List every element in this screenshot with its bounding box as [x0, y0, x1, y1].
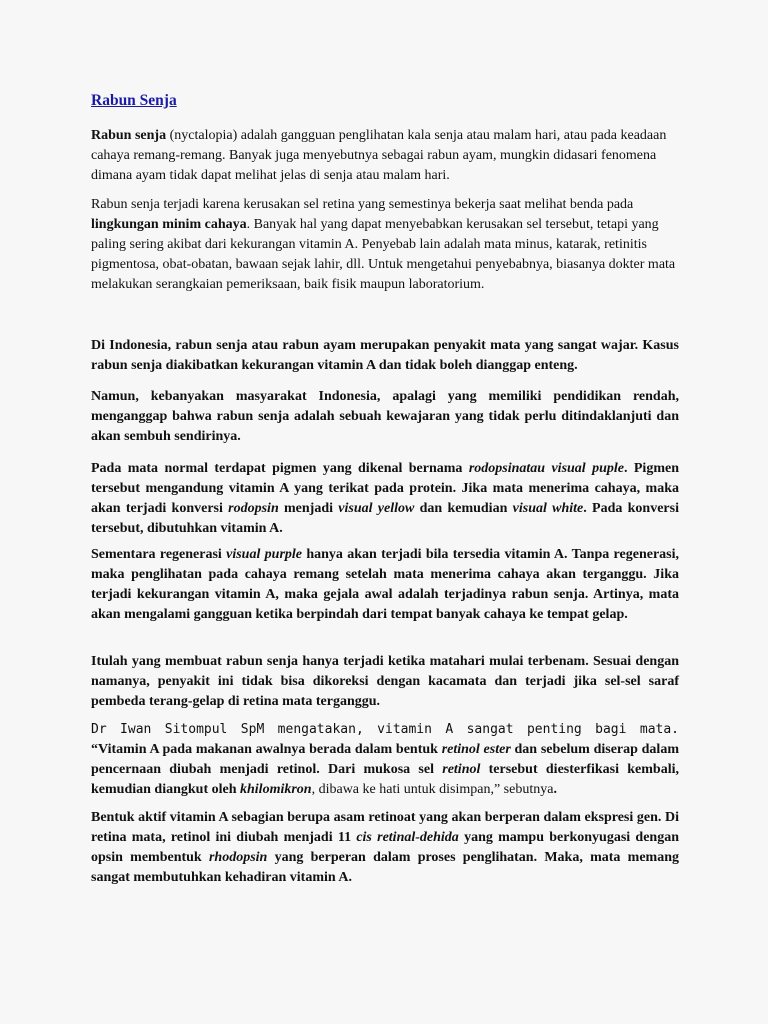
paragraph-text: Dr Iwan Sitompul SpM mengatakan, vitamin A sangat penting bagi mata.	[91, 722, 679, 737]
italic-term: visual yellow	[338, 501, 415, 516]
italic-term: rhodopsin	[208, 850, 268, 865]
paragraph-text: (nyctalopia) adalah gangguan penglihatan kala senja atau malam hari, atau pada keadaan cahaya remang-remang. Banyak juga menyebutnya sebagai rabun ayam, mungkin didasari fenomena dimana ayam tidak dapat melihat jelas di senja atau malam hari.	[91, 128, 667, 183]
italic-term: rodopsinatau visual puple	[468, 461, 624, 476]
emphasis-bold: lingkungan minim cahaya	[91, 217, 247, 232]
paragraph-active-form	[91, 808, 679, 888]
italic-term: rodopsin	[228, 501, 279, 516]
paragraph-text: hanya akan terjadi bila tersedia vitamin A. Tanpa regenerasi, maka penglihatan pada cahaya remang setelah mata menerima cahaya akan terganggu. Jika terjadi kekurangan vitamin A, maka gejala awal adalah terjadinya rabun senja. Artinya, mata akan mengalami gangguan ketika berpindah dari tempat banyak cahaya ke tempat gelap.	[91, 547, 679, 622]
italic-term: retinol	[442, 762, 481, 777]
paragraph-text: Sementara regenerasi	[91, 547, 227, 562]
paragraph-text: Pada mata normal terdapat pigmen yang dikenal bernama	[91, 461, 469, 476]
paragraph-text: . Banyak hal yang dapat menyebabkan kerusakan sel tersebut, tetapi yang paling sering akibat dari kekurangan vitamin A. Penyebab lain adalah mata minus, katarak, retinitis pigmentosa, obat-obatan, bawaan sejak lahir, dll. Untuk mengetahui penyebabnya, biasanya dokter mata melakukan serangkaian pemeriksaan, baik fisik maupun laboratorium.	[91, 217, 676, 292]
paragraph-sunset: Itulah yang membuat rabun senja hanya terjadi ketika matahari mulai terbenam. Sesuai dengan namanya, penyakit ini tidak bisa dikoreksi dengan kacamata dan terjadi jika sel-sel saraf pembeda terang-gelap di retina mata terganggu.	[91, 654, 679, 709]
paragraph-doctor-quote	[91, 720, 679, 800]
paragraph-text: dan kemudian	[414, 501, 513, 516]
paragraph-causes	[91, 195, 679, 295]
paragraph-text: Rabun senja terjadi karena kerusakan sel retina yang semestinya bekerja saat melihat benda pada	[91, 197, 634, 212]
paragraph-pigment	[91, 459, 679, 539]
paragraph-regeneration	[91, 545, 679, 625]
paragraph-text: yang berperan dalam proses penglihatan. Maka, mata memang sangat membutuhkan kehadiran vitamin A.	[91, 850, 679, 885]
paragraph-text: yang mampu berkonyugasi dengan opsin membentuk	[91, 830, 679, 865]
italic-term: retinol ester	[441, 742, 511, 757]
paragraph-text: , dibawa ke hati untuk disimpan,” sebutnya	[311, 782, 554, 797]
term-bold: Rabun senja	[91, 128, 167, 143]
italic-term: cis retinal-dehida	[356, 830, 459, 845]
paragraph-text: menjadi	[278, 501, 339, 516]
paragraph-definition	[91, 126, 679, 186]
paragraph-text: . Pigmen tersebut mengandung vitamin A yang terikat pada protein. Jika mata menerima cahaya, maka akan terjadi konversi	[91, 461, 679, 516]
paragraph-text: Bentuk aktif vitamin A sebagian berupa asam retinoat yang akan berperan dalam ekspresi gen. Di retina mata, retinol ini diubah menjadi 11	[91, 810, 679, 845]
italic-term: visual purple	[226, 547, 303, 562]
italic-term: khilomikron	[240, 782, 312, 797]
paragraph-text: .	[553, 782, 557, 797]
page-title[interactable]: Rabun Senja	[91, 92, 177, 109]
paragraph-indonesia: Di Indonesia, rabun senja atau rabun ayam merupakan penyakit mata yang sangat wajar. Kasus rabun senja diakibatkan kekurangan vitamin A dan tidak boleh dianggap enteng.	[91, 338, 679, 373]
paragraph-public-view: Namun, kebanyakan masyarakat Indonesia, apalagi yang memiliki pendidikan rendah, menganggap bahwa rabun senja adalah sebuah kewajaran yang tidak perlu ditindaklanjuti dan akan sembuh sendirinya.	[91, 389, 679, 444]
paragraph-text: “Vitamin A pada makanan awalnya berada dalam bentuk	[91, 742, 442, 757]
italic-term: visual white	[512, 501, 584, 516]
paragraph-text: . Pada konversi tersebut, dibutuhkan vitamin A.	[91, 501, 679, 536]
paragraph-text: dan sebelum diserap dalam pencernaan diubah menjadi retinol. Dari mukosa sel	[91, 742, 679, 777]
paragraph-text: tersebut diesterfikasi kembali, kemudian diangkut oleh	[91, 762, 679, 797]
